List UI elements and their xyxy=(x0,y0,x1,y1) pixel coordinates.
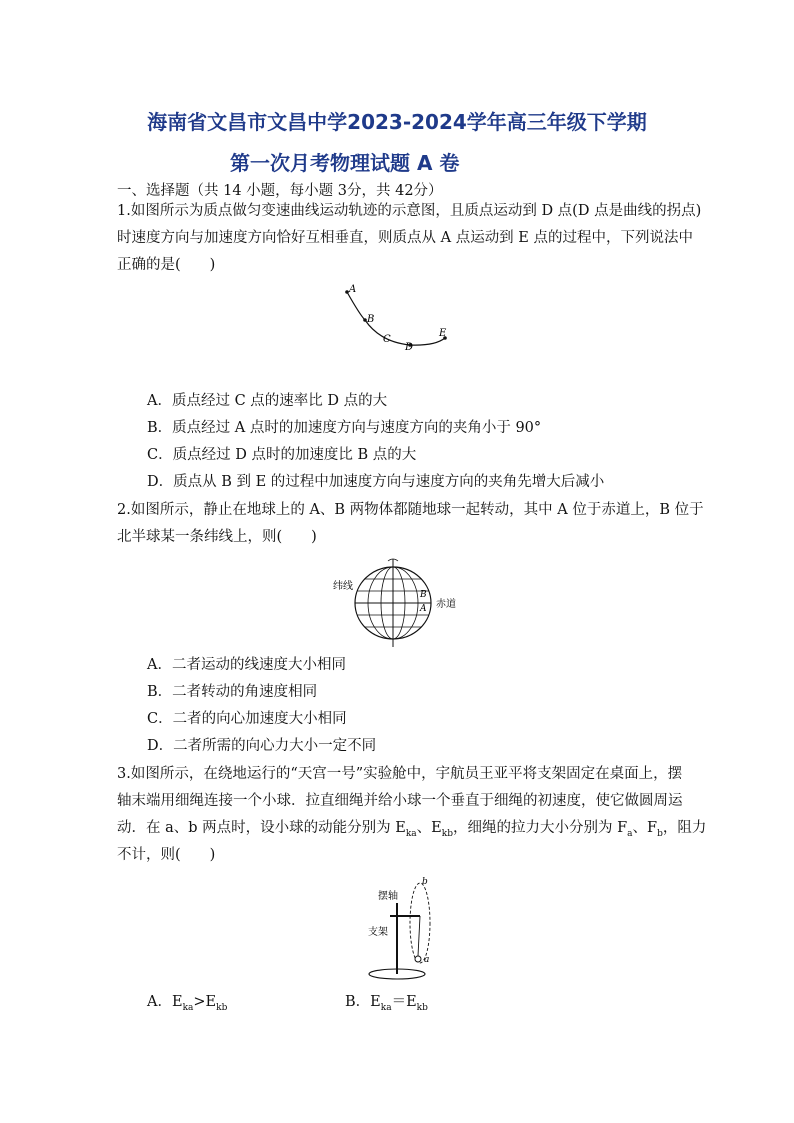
q2-option-c: C．二者的向心加速度大小相同 xyxy=(147,711,347,727)
q3-sub-b: b xyxy=(657,828,663,839)
q1-option-d: D．质点从 B 到 E 的过程中加速度方向与速度方向的夹角先增大后减小 xyxy=(147,474,605,490)
q1-stem-line-2: 时速度方向与加速度方向恰好互相垂直，则质点从 A 点运动到 E 点的过程中，下列说法中 xyxy=(117,230,693,246)
q3-option-b xyxy=(345,992,428,1018)
q3-option-b-sub-1: ka xyxy=(380,1002,392,1013)
q3-option-a-sub-1: ka xyxy=(182,1002,194,1013)
q2-option-d: D．二者所需的向心力大小一定不同 xyxy=(147,738,377,754)
q3-stem-line-2: 轴末端用细绳连接一个小球．拉直细绳并给小球一个垂直于细绳的初速度，使它做圆周运 xyxy=(117,793,683,809)
q3-option-b-sub-2: kb xyxy=(416,1002,428,1013)
q2-stem-line-1: 2.如图所示，静止在地球上的 A、B 两物体都随地球一起转动，其中 A 位于赤道上，B 位于 xyxy=(117,502,704,518)
title-line-2: 第一次月考物理试题 A 卷 xyxy=(230,151,460,175)
q3-line3-text-1: 动．在 a、b 两点时，设小球的动能分别为 E xyxy=(117,820,406,836)
q2-globe-figure xyxy=(330,557,465,649)
label-b: B xyxy=(420,590,427,600)
q3-apparatus-figure xyxy=(360,873,450,983)
section-heading: 一、选择题（共 14 小题，每小题 3分，共 42分） xyxy=(117,183,443,199)
string xyxy=(418,916,420,956)
q1-stem-line-1: 1.如图所示为质点做匀变速曲线运动轨迹的示意图，且质点运动到 D 点(D 点是曲线的拐点) xyxy=(117,203,702,219)
label-equator: 赤道 xyxy=(436,599,456,610)
q3-option-a xyxy=(147,992,227,1018)
label-e: E xyxy=(439,328,447,339)
q2-option-a: A．二者运动的线速度大小相同 xyxy=(147,657,346,673)
q3-sub-kb: kb xyxy=(441,828,453,839)
ball xyxy=(415,956,421,962)
title-line-1: 海南省文昌市文昌中学2023-2024学年高三年级下学期 xyxy=(147,110,647,134)
q2-stem-line-2: 北半球某一条纬线上，则( ) xyxy=(117,529,317,545)
q1-option-c: C．质点经过 D 点时的加速度比 B 点的大 xyxy=(147,447,417,463)
q1-option-b: B．质点经过 A 点时的加速度方向与速度方向的夹角小于 90° xyxy=(147,420,542,436)
label-b: B xyxy=(367,314,375,325)
q3-sub-a: a xyxy=(627,828,633,839)
q3-line3-text-2: 、E xyxy=(416,820,442,836)
label-c: C xyxy=(383,334,391,345)
q2-option-b: B．二者转动的角速度相同 xyxy=(147,684,318,700)
label-b: b xyxy=(422,877,428,887)
q3-line3-text-3: ，细绳的拉力大小分别为 F xyxy=(452,820,628,836)
q3-stem-line-1: 3.如图所示，在绕地运行的“天宫一号”实验舱中，宇航员王亚平将支架固定在桌面上，摆 xyxy=(117,766,683,782)
q3-stem-line-3 xyxy=(117,818,706,844)
trajectory-curve xyxy=(347,292,445,345)
q3-line3-text-4: 、F xyxy=(632,820,658,836)
q3-stem-line-4: 不计，则( ) xyxy=(117,847,216,863)
label-stand: 支架 xyxy=(368,927,388,938)
q3-sub-ka: ka xyxy=(405,828,417,839)
q3-option-b-text-1: B．E xyxy=(345,994,381,1010)
q3-option-a-text-1: A．E xyxy=(147,994,183,1010)
label-a: a xyxy=(424,955,430,965)
label-d: D xyxy=(405,342,414,353)
label-axis: 摆轴 xyxy=(378,891,398,902)
q3-option-b-text-2: ＝E xyxy=(391,994,417,1010)
label-a: A xyxy=(349,284,357,295)
q1-option-a: A．质点经过 C 点的速率比 D 点的大 xyxy=(147,393,388,409)
label-latitude: 纬线 xyxy=(333,581,353,592)
q1-stem-line-3: 正确的是( ) xyxy=(117,257,216,273)
q3-option-a-sub-2: kb xyxy=(216,1002,228,1013)
q3-line3-text-5: ，阻力 xyxy=(662,820,707,836)
q3-option-a-text-2: >E xyxy=(193,994,217,1010)
q1-trajectory-figure xyxy=(335,280,460,355)
label-a: A xyxy=(420,604,427,614)
